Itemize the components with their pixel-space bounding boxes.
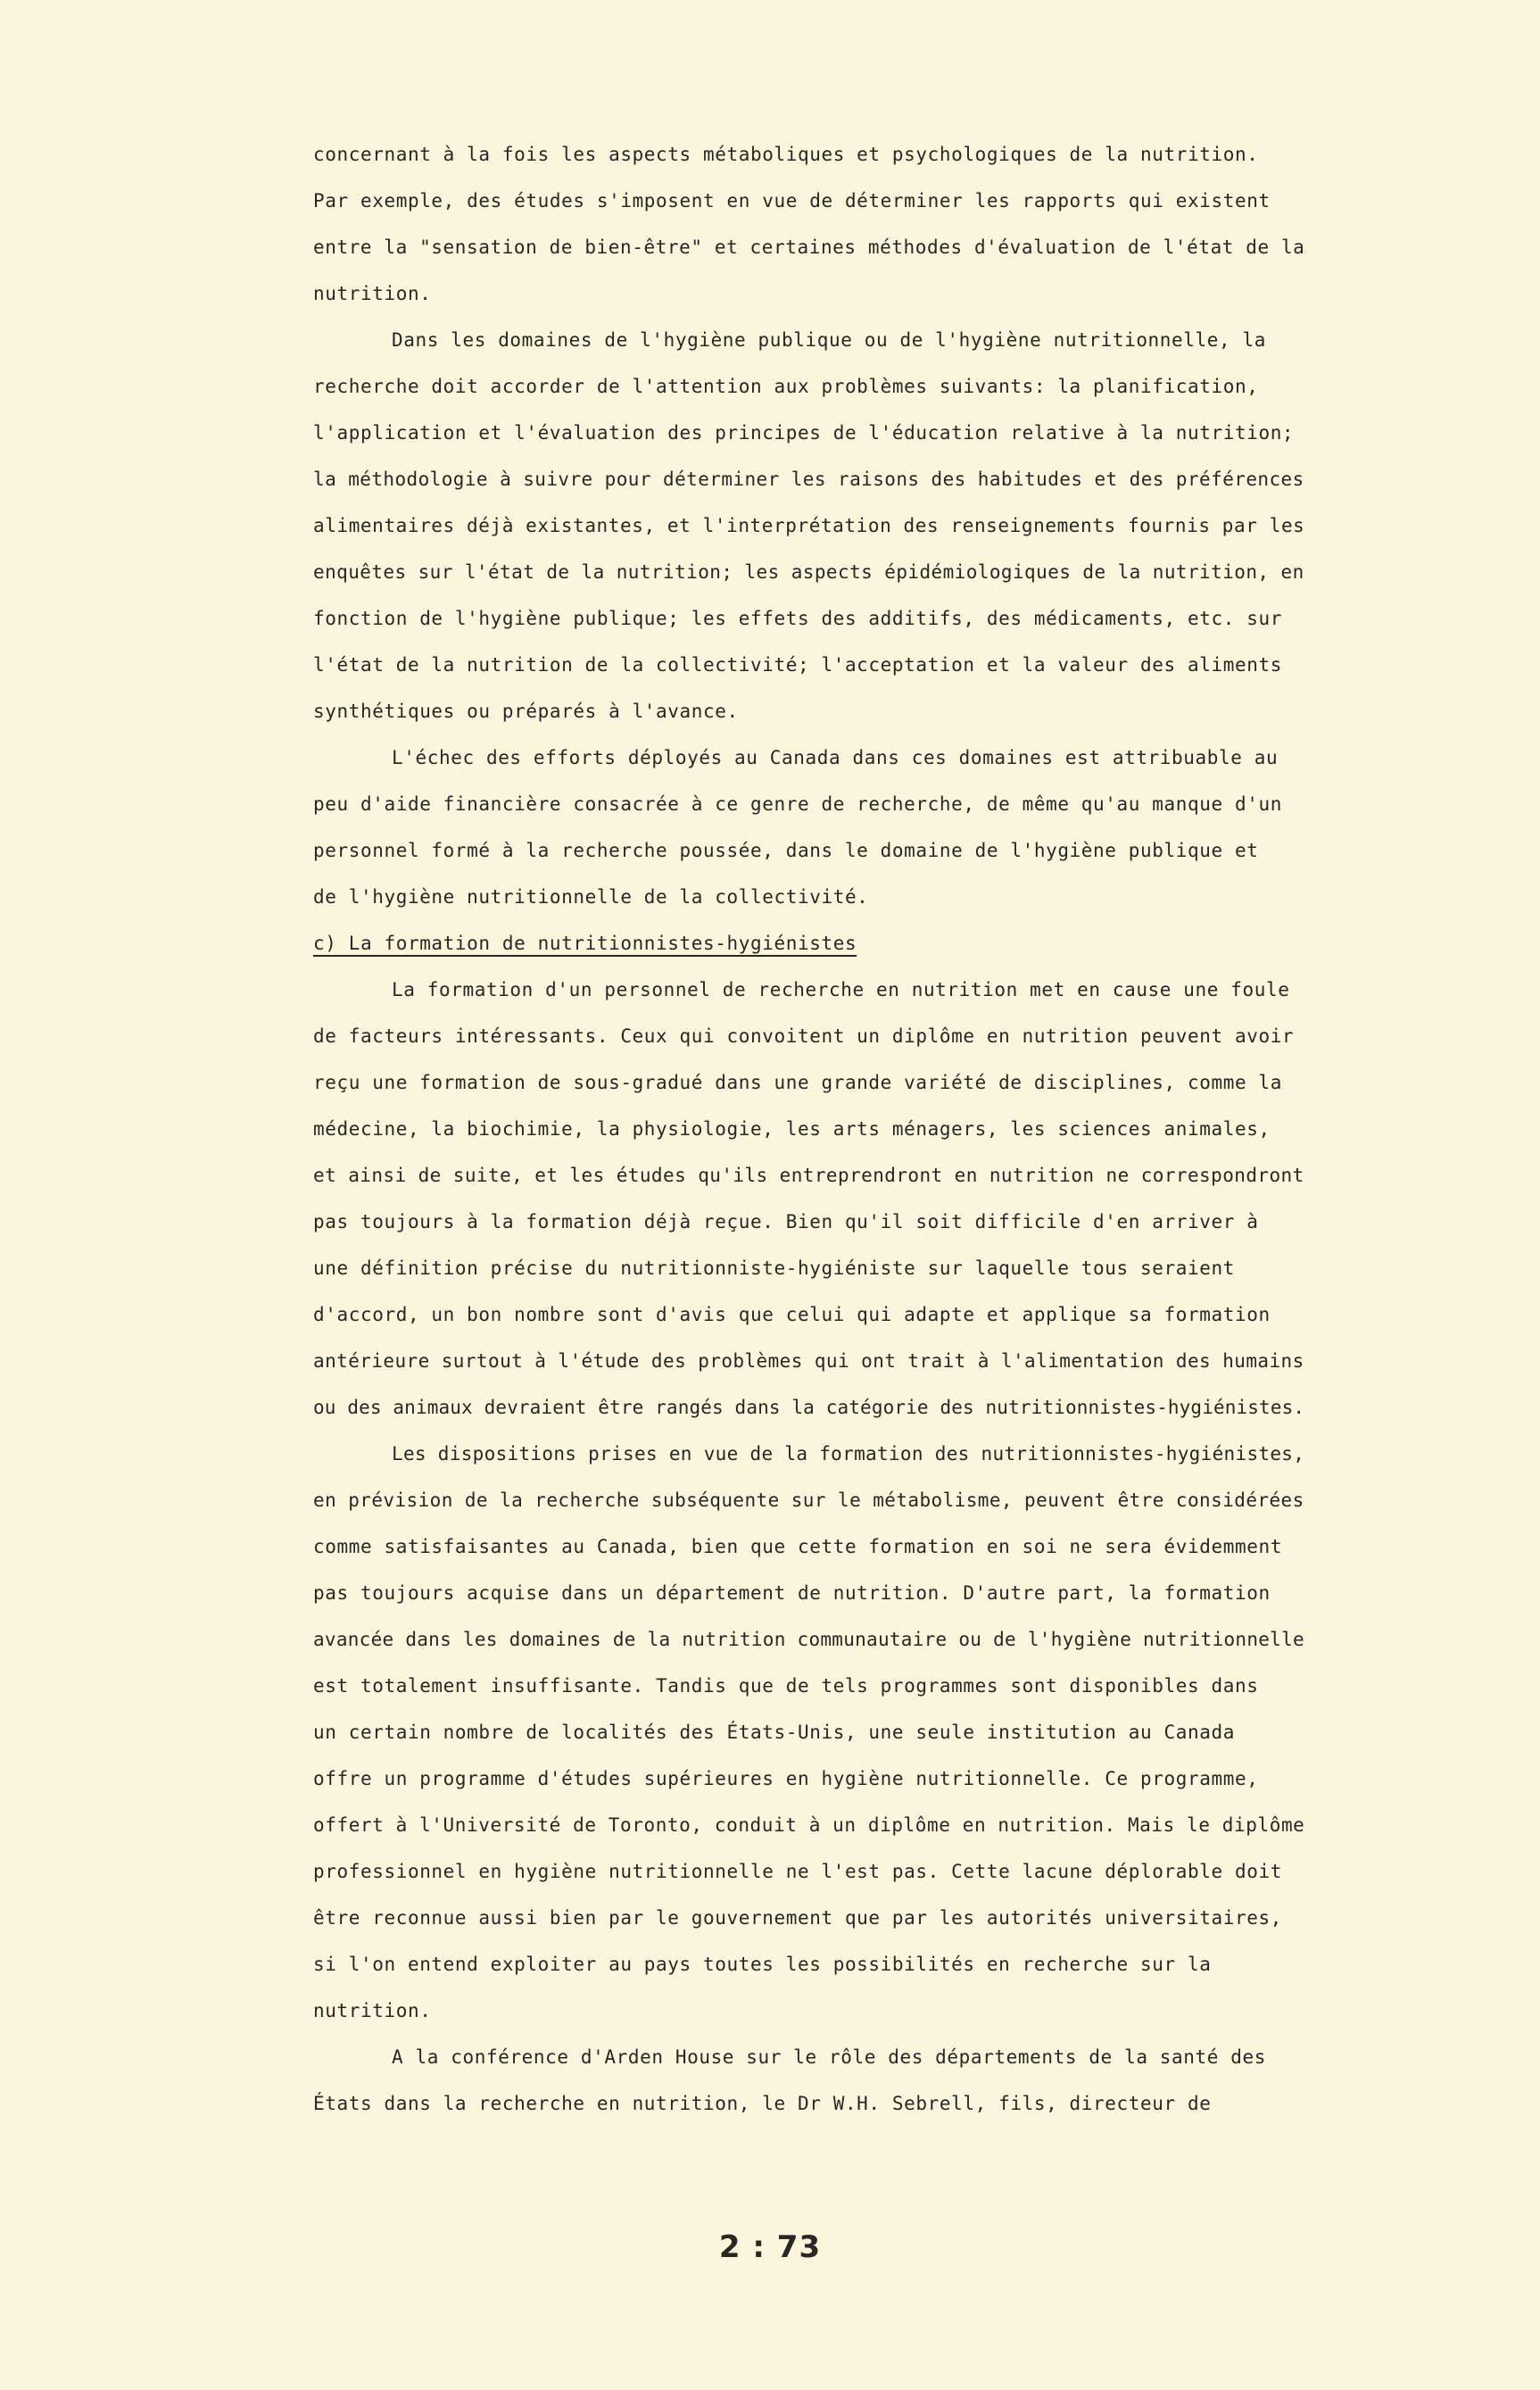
text-line: L'échec des efforts déployés au Canada dans ces domaines est attribuable au (392, 747, 1279, 768)
text-line: être reconnue aussi bien par le gouvernement que par les autorités universitaires, (313, 1907, 1282, 1929)
text-line: entre la "sensation de bien-être" et certaines méthodes d'évaluation de l'état de la (313, 237, 1305, 258)
text-line: concernant à la fois les aspects métaboliques et psychologiques de la nutrition. (313, 144, 1259, 165)
text-line: si l'on entend exploiter au pays toutes les possibilités en recherche sur la (313, 1954, 1212, 1975)
text-line: La formation d'un personnel de recherche en nutrition met en cause une foule (392, 979, 1290, 1000)
text-line: États dans la recherche en nutrition, le Dr W.H. Sebrell, fils, directeur de (313, 2093, 1212, 2114)
text-line: un certain nombre de localités des États-Unis, une seule institution au Canada (313, 1722, 1235, 1743)
text-line: offert à l'Université de Toronto, conduit à un diplôme en nutrition. Mais le diplôme (313, 1814, 1305, 1836)
text-line: peu d'aide financière consacrée à ce genre de recherche, de même qu'au manque d'un (313, 793, 1282, 815)
text-line: reçu une formation de sous-gradué dans une grande variété de disciplines, comme la (313, 1072, 1282, 1093)
text-line: A la conférence d'Arden House sur le rôle des départements de la santé des (392, 2046, 1266, 2068)
text-line: alimentaires déjà existantes, et l'interprétation des renseignements fournis par les (313, 515, 1305, 536)
text-line: comme satisfaisantes au Canada, bien que cette formation en soi ne sera évidemment (313, 1536, 1282, 1557)
text-line: de facteurs intéressants. Ceux qui convoitent un diplôme en nutrition peuvent avoir (313, 1025, 1295, 1047)
text-line: en prévision de la recherche subséquente sur le métabolisme, peuvent être considérées (313, 1490, 1304, 1511)
text-line: fonction de l'hygiène publique; les effets des additifs, des médicaments, etc. sur (313, 608, 1282, 629)
text-line: synthétiques ou préparés à l'avance. (313, 701, 739, 722)
section-heading: c) La formation de nutritionnistes-hygiénistes (313, 933, 857, 954)
text-line: la méthodologie à suivre pour déterminer les raisons des habitudes et des préférences (313, 469, 1304, 490)
page-number: 2 : 73 (718, 2229, 822, 2265)
text-line: de l'hygiène nutritionnelle de la collectivité. (313, 886, 869, 908)
text-line: pas toujours acquise dans un département de nutrition. D'autre part, la formation (313, 1582, 1271, 1604)
text-line: est totalement insuffisante. Tandis que de tels programmes sont disponibles dans (313, 1675, 1259, 1697)
text-line: nutrition. (313, 283, 432, 304)
text-line: Les dispositions prises en vue de la formation des nutritionnistes-hygiénistes, (392, 1443, 1305, 1465)
text-line: pas toujours à la formation déjà reçue. Bien qu'il soit difficile d'en arriver à (313, 1211, 1259, 1232)
text-line: nutrition. (313, 2000, 432, 2021)
text-line: l'application et l'évaluation des principes de l'éducation relative à la nutrition; (313, 422, 1295, 444)
text-line: une définition précise du nutritionniste-hygiéniste sur laquelle tous seraient (313, 1257, 1235, 1279)
text-line: ou des animaux devraient être rangés dans la catégorie des nutritionnistes-hygiénistes. (313, 1397, 1305, 1418)
text-line: enquêtes sur l'état de la nutrition; les aspects épidémiologiques de la nutrition, en (313, 561, 1304, 583)
text-line: l'état de la nutrition de la collectivité; l'acceptation et la valeur des aliments (313, 654, 1282, 676)
text-line: Dans les domaines de l'hygiène publique ou de l'hygiène nutritionnelle, la (392, 329, 1266, 351)
text-line: et ainsi de suite, et les études qu'ils entreprendront en nutrition ne correspondront (313, 1165, 1304, 1186)
text-line: personnel formé à la recherche poussée, dans le domaine de l'hygiène publique et (313, 840, 1259, 861)
text-line: Par exemple, des études s'imposent en vue de déterminer les rapports qui existent (313, 190, 1271, 212)
text-line: antérieure surtout à l'étude des problèmes qui ont trait à l'alimentation des humains (313, 1350, 1304, 1372)
text-line: d'accord, un bon nombre sont d'avis que celui qui adapte et applique sa formation (313, 1304, 1271, 1325)
text-line: médecine, la biochimie, la physiologie, les arts ménagers, les sciences animales, (313, 1118, 1271, 1140)
text-line: avancée dans les domaines de la nutrition communautaire ou de l'hygiène nutritionnelle (313, 1629, 1304, 1650)
text-line: professionnel en hygiène nutritionnelle ne l'est pas. Cette lacune déplorable doit (313, 1861, 1282, 1882)
text-line: offre un programme d'études supérieures en hygiène nutritionnelle. Ce programme, (313, 1768, 1259, 1789)
text-line: recherche doit accorder de l'attention aux problèmes suivants: la planification, (313, 376, 1259, 397)
